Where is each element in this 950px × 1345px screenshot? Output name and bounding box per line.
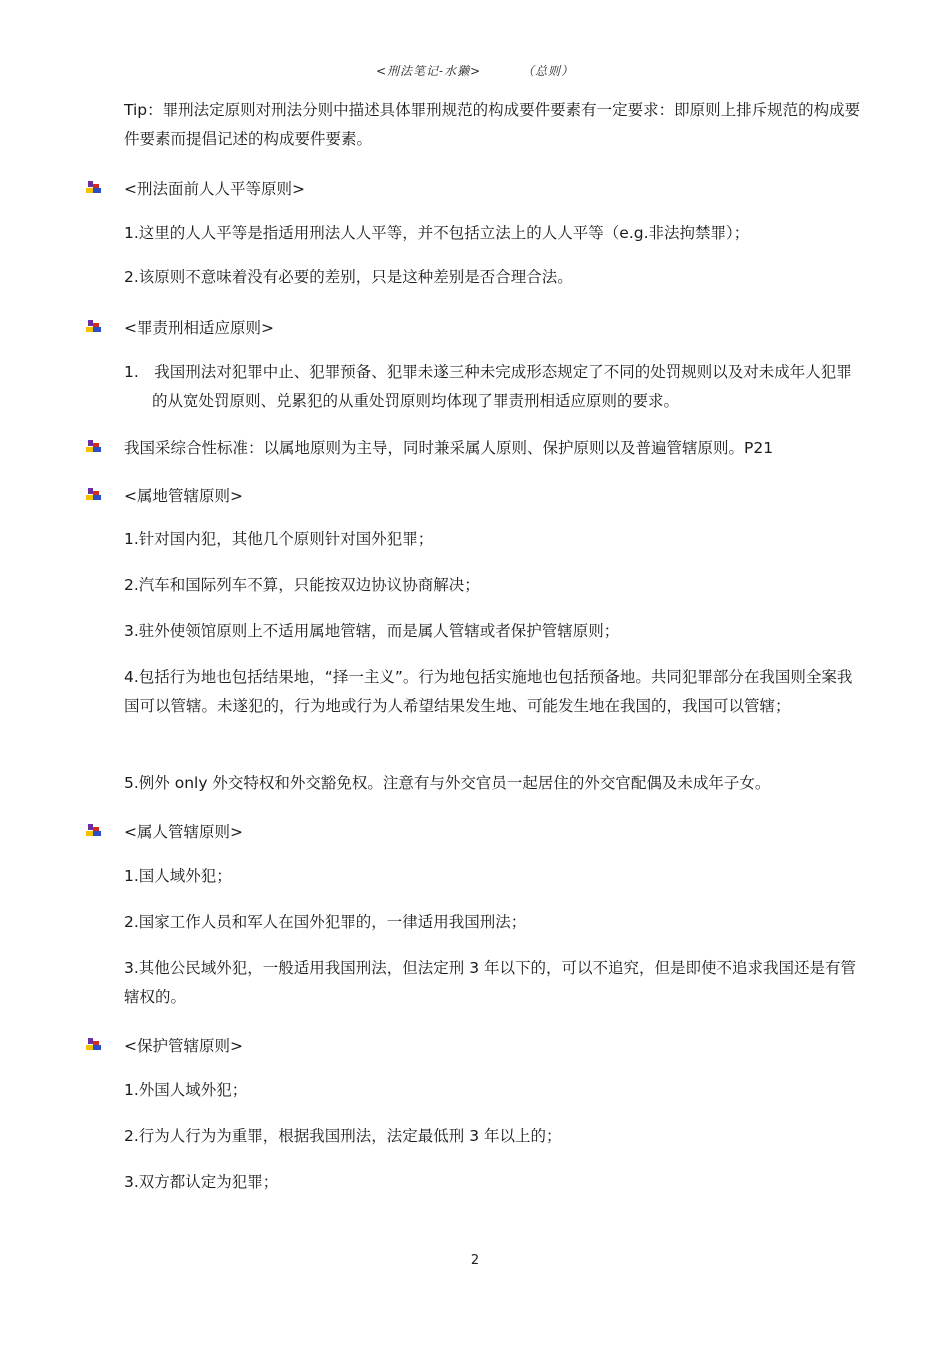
paragraph: 3.驻外使领馆原则上不适用属地管辖，而是属人管辖或者保护管辖原则； xyxy=(124,622,620,640)
header-title: <刑法笔记-水獭> xyxy=(375,64,482,78)
heading-text: <属地管辖原则> xyxy=(124,487,243,505)
page-number: 2 xyxy=(470,1253,480,1268)
header-section: （总则） xyxy=(521,64,574,78)
heading-text: 我国采综合性标准：以属地原则为主导，同时兼采属人原则、保护原则以及普遍管辖原则。P21 xyxy=(124,439,774,457)
flag-bullet-icon xyxy=(86,320,102,334)
paragraph: 4.包括行为地也包括结果地，“择一主义”。行为地包括实施地也包括预备地。共同犯罪部分在我国则全案我国可以管辖。未遂犯的，行为地或行为人希望结果发生地、可能发生地在我国的，我国可以管辖； xyxy=(124,668,853,715)
heading-text: <罪责刑相适应原则> xyxy=(124,319,274,337)
flag-bullet-icon xyxy=(86,1038,102,1052)
paragraph: 1.国人域外犯； xyxy=(124,867,232,885)
heading-text: <刑法面前人人平等原则> xyxy=(124,180,305,198)
paragraph: 2.行为人行为为重罪，根据我国刑法，法定最低刑 3 年以上的； xyxy=(124,1127,562,1145)
heading-text: <保护管辖原则> xyxy=(124,1037,243,1055)
flag-bullet-icon xyxy=(86,440,102,454)
paragraph: 3.其他公民域外犯，一般适用我国刑法，但法定刑 3 年以下的，可以不追究，但是即使不追求我国还是有管辖权的。 xyxy=(124,959,857,1006)
flag-bullet-icon xyxy=(86,488,102,502)
flag-bullet-icon xyxy=(86,824,102,838)
paragraph: 2.该原则不意味着没有必要的差别，只是这种差别是否合理合法。 xyxy=(124,268,573,286)
heading-text: <属人管辖原则> xyxy=(124,823,243,841)
paragraph: 3.双方都认定为犯罪； xyxy=(124,1173,279,1191)
paragraph: 1.针对国内犯，其他几个原则针对国外犯罪； xyxy=(124,530,434,548)
paragraph: 2.汽车和国际列车不算，只能按双边协议协商解决； xyxy=(124,576,480,594)
tip-paragraph: Tip：罪刑法定原则对刑法分则中描述具体罪刑规范的构成要件要素有一定要求：即原则上排斥规范的构成要件要素而提倡记述的构成要件要素。 xyxy=(124,101,861,148)
paragraph: 1.外国人域外犯； xyxy=(124,1081,248,1099)
paragraph: 5.例外 only 外交特权和外交豁免权。注意有与外交官员一起居住的外交官配偶及未成年子女。 xyxy=(124,774,771,792)
page-header xyxy=(0,62,950,79)
paragraph: 1.这里的人人平等是指适用刑法人人平等，并不包括立法上的人人平等（e.g.非法拘禁罪）； xyxy=(124,224,750,242)
numbered-paragraph: 1. 我国刑法对犯罪中止、犯罪预备、犯罪未遂三种未完成形态规定了不同的处罚规则以及对未成年人犯罪的从宽处罚原则、兑累犯的从重处罚原则均体现了罪责刑相适应原则的要求。 xyxy=(124,363,852,410)
paragraph: 2.国家工作人员和军人在国外犯罪的，一律适用我国刑法； xyxy=(124,913,527,931)
flag-bullet-icon xyxy=(86,181,102,195)
